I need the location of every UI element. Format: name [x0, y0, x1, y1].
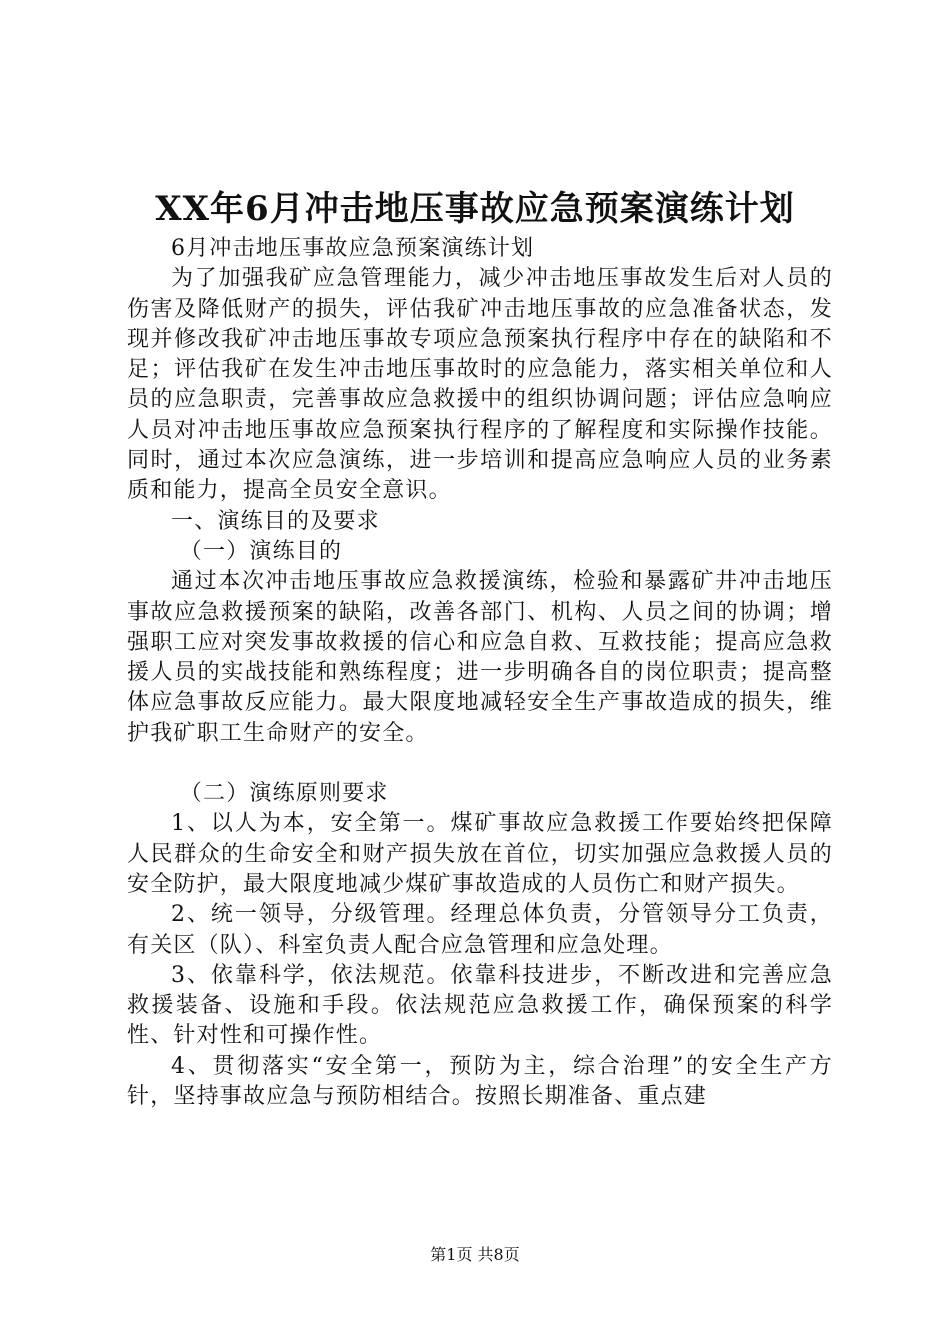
heading-subsection-1: （一）演练目的	[179, 538, 343, 564]
page-footer: 第1页 共8页	[430, 1245, 520, 1264]
document-title: XX年6月冲击地压事故应急预案演练计划	[155, 189, 795, 229]
paragraph-principle-4: 4、贯彻落实“安全第一，预防为主，综合治理”的安全生产方针，坚持事故应急与预防相结合。按照长期准备、重点建	[127, 1053, 833, 1110]
document-body	[127, 234, 833, 1112]
heading-subsection-2: （二）演练原则要求	[179, 781, 389, 807]
paragraph-principle-2: 2、统一领导，分级管理。经理总体负责，分管领导分工负责，有关区（队）、科室负责人配合应急管理和应急处理。	[127, 902, 833, 958]
paragraph-principle-1: 1、以人为本，安全第一。煤矿事故应急救援工作要始终把保障人民群众的生命安全和财产损失放在首位，切实加强应急救援人员的安全防护，最大限度地减少煤矿事故造成的人员伤亡和财产损失。	[127, 811, 833, 897]
paragraph-subtitle: 6月冲击地压事故应急预案演练计划	[171, 236, 535, 261]
heading-section-1: 一、演练目的及要求	[171, 508, 380, 534]
paragraph-purpose: 通过本次冲击地压事故应急救援演练，检验和暴露矿井冲击地压事故应急救援预案的缺陷，改善各部门、机构、人员之间的协调；增强职工应对突发事故救援的信心和应急自救、互救技能；提高应急救援人员的实战技能和熟练程度；进一步明确各自的岗位职责；提高整体应急事故反应能力。最大限度地减轻安全生产事故造成的损失，维护我矿职工生命财产的安全。	[127, 569, 833, 746]
paragraph-intro: 为了加强我矿应急管理能力，减少冲击地压事故发生后对人员的伤害及降低财产的损失，评估我矿冲击地压事故的应急准备状态，发现并修改我矿冲击地压事故专项应急预案执行程序中存在的缺陷和不足；评估我矿在发生冲击地压事故时的应急能力，落实相关单位和人员的应急职责，完善事故应急救援中的组织协调问题；评估应急响应人员对冲击地压事故应急预案执行程序的了解程度和实际操作技能。同时，通过本次应急演练，进一步培训和提高应急响应人员的业务素质和能力，提高全员安全意识。	[127, 266, 833, 504]
paragraph-principle-3: 3、依靠科学，依法规范。依靠科技进步，不断改进和完善应急救援装备、设施和手段。依法规范应急救援工作，确保预案的科学性、针对性和可操作性。	[127, 962, 833, 1049]
